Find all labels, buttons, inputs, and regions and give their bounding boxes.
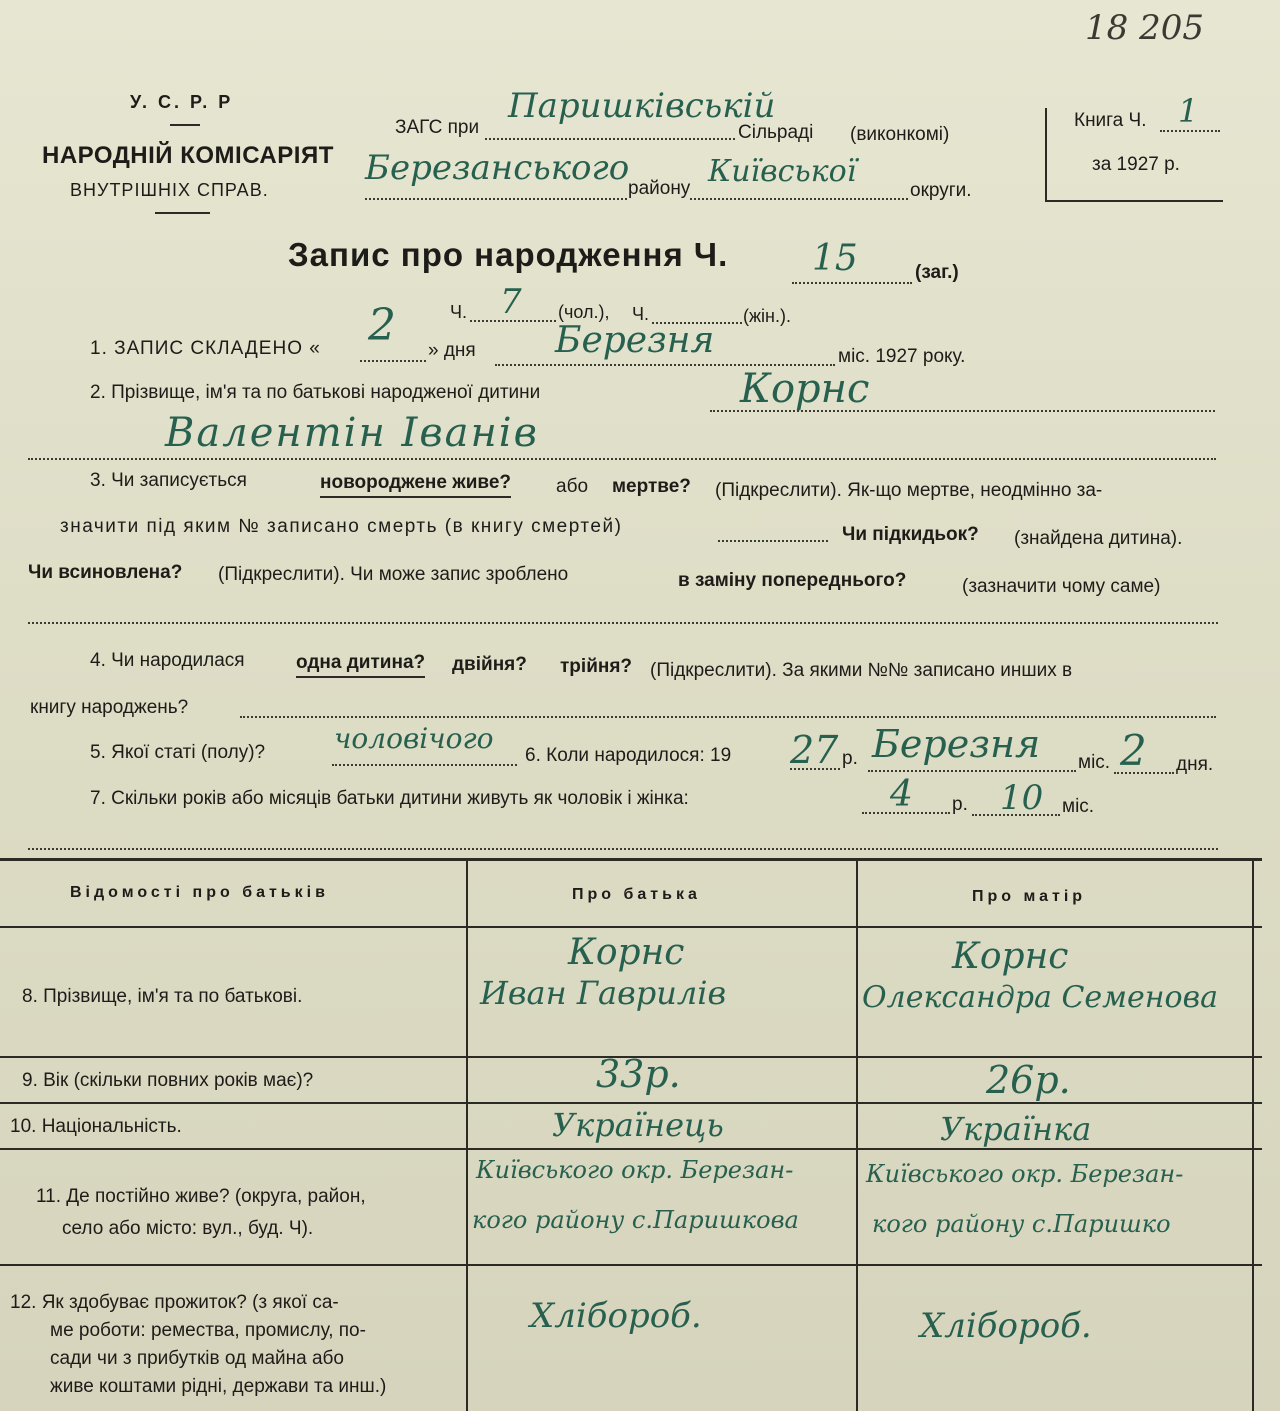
q1-day-label: » дня bbox=[428, 340, 476, 361]
male-prefix: Ч. bbox=[450, 302, 467, 322]
q3-adopted: Чи всиновлена? bbox=[28, 562, 183, 583]
q3-a: 3. Чи записується bbox=[90, 470, 247, 491]
row-12-mother: Хлібороб. bbox=[920, 1306, 1092, 1346]
q4-triplets: трійня? bbox=[560, 656, 633, 677]
q6-day-label: дня. bbox=[1176, 754, 1214, 775]
q6-day: 2 bbox=[1120, 726, 1147, 775]
q7-label: 7. Скільки років або місяців батьки дитини живуть як чоловік і жінка: bbox=[90, 788, 689, 809]
row-11-label-line2: село або місто: вул., буд. Ч). bbox=[62, 1218, 314, 1239]
q3-newborn-alive: новороджене живе? bbox=[320, 472, 511, 498]
row-8-father-line2: Иван Гаврилів bbox=[480, 974, 727, 1012]
q3-replacement: в заміну попереднього? bbox=[678, 570, 907, 591]
row-8-mother-line2: Олександра Семенова bbox=[862, 980, 1218, 1015]
commissariat-label: НАРОДНІЙ КОМІСАРІЯТ bbox=[42, 142, 334, 169]
table-header-info: Відомості про батьків bbox=[70, 884, 329, 901]
book-label: Книга Ч. bbox=[1074, 110, 1147, 131]
q4-f: книгу народжень? bbox=[30, 697, 189, 718]
council-alt-label: (виконкомі) bbox=[850, 124, 950, 145]
q3-j: (Підкреслити). Чи може запис зроблено bbox=[218, 564, 569, 585]
row-12-label-line4: живе коштами рідні, держави та инш.) bbox=[50, 1376, 387, 1397]
table-header-father: Про батька bbox=[572, 886, 701, 903]
council-label: Сільраді bbox=[738, 122, 814, 143]
row-11-label-line1: 11. Де постійно живе? (округа, район, bbox=[36, 1186, 366, 1207]
okruha-value: Київської bbox=[708, 154, 857, 189]
okruha-label: округи. bbox=[910, 180, 972, 201]
q6-label: 6. Коли народилося: 19 bbox=[525, 745, 732, 766]
row-10-mother: Українка bbox=[940, 1110, 1092, 1148]
row-9-father: 33р. bbox=[596, 1052, 681, 1096]
q1-label: 1. ЗАПИС СКЛАДЕНО « bbox=[90, 338, 321, 359]
row-10-label: 10. Національність. bbox=[10, 1116, 182, 1137]
q4-twins: двійня? bbox=[452, 654, 527, 675]
row-9-label: 9. Вік (скільки повних років має)? bbox=[22, 1070, 314, 1091]
q3-c: або bbox=[556, 476, 589, 497]
q2-label: 2. Прізвище, ім'я та по батькові народженої дитини bbox=[90, 382, 541, 403]
total-number: 15 bbox=[812, 238, 858, 279]
row-11-father-line2: кого району с.Паришкова bbox=[472, 1206, 799, 1234]
q2-name: Валентін Іванів bbox=[165, 410, 539, 456]
q4-a: 4. Чи народилася bbox=[90, 650, 245, 671]
q1-year: міс. 1927 року. bbox=[838, 346, 966, 367]
row-8-label: 8. Прізвище, ім'я та по батькові. bbox=[22, 986, 303, 1007]
book-year: за 1927 р. bbox=[1092, 154, 1180, 175]
district-value: Березанського bbox=[365, 148, 630, 188]
q3-e: (Підкреслити). Як-що мертве, неодмінно за- bbox=[715, 480, 1103, 501]
female-label: (жін.). bbox=[743, 306, 791, 326]
zags-prefix: ЗАГС при bbox=[395, 117, 480, 138]
q6-month: Березня bbox=[872, 722, 1041, 766]
archive-mark: 18 205 bbox=[1085, 8, 1204, 48]
q7-months-label: міс. bbox=[1062, 796, 1095, 817]
q5-value: чоловічого bbox=[334, 722, 494, 755]
row-12-label-line3: сади чи з прибутків од майна або bbox=[50, 1348, 344, 1369]
q6-year: 27 bbox=[790, 728, 839, 772]
table-header-mother: Про матір bbox=[972, 888, 1087, 905]
row-11-father-line1: Київського окр. Березан- bbox=[476, 1156, 794, 1184]
q3-dead: мертве? bbox=[612, 476, 691, 497]
q3-f: значити під яким № записано смерть (в книгу смертей) bbox=[60, 516, 623, 537]
q6-month-label: міс. bbox=[1078, 752, 1111, 773]
q4-single: одна дитина? bbox=[296, 652, 425, 678]
q7-years: 4 bbox=[890, 774, 913, 815]
district-label: району bbox=[628, 178, 691, 199]
q1-month: Березня bbox=[555, 320, 715, 361]
record-title: Запис про народження Ч. bbox=[288, 236, 729, 273]
row-12-label-line1: 12. Як здобуває прожиток? (з якої са- bbox=[10, 1292, 339, 1313]
q1-day: 2 bbox=[368, 300, 396, 351]
book-number: 1 bbox=[1178, 92, 1199, 130]
village-council-value: Паришківській bbox=[508, 86, 776, 126]
male-number: 7 bbox=[500, 282, 522, 322]
male-label: (чол.), bbox=[558, 302, 610, 322]
q6-year-label: р. bbox=[842, 748, 858, 769]
q5-label: 5. Якої статі (полу)? bbox=[90, 742, 266, 763]
row-11-mother-line1: Київського окр. Березан- bbox=[866, 1160, 1184, 1188]
row-8-father-line1: Корнс bbox=[568, 932, 685, 973]
row-12-father: Хлібороб. bbox=[530, 1296, 702, 1336]
q3-l: (зазначити чому саме) bbox=[962, 576, 1161, 597]
q7-months: 10 bbox=[1000, 778, 1044, 818]
department-label: ВНУТРІШНІХ СПРАВ. bbox=[70, 180, 269, 200]
row-8-mother-line1: Корнс bbox=[952, 936, 1069, 977]
total-label: (заг.) bbox=[915, 262, 959, 283]
q4-e: (Підкреслити). За якими №№ записано инших в bbox=[650, 660, 1073, 681]
row-9-mother: 26р. bbox=[986, 1058, 1071, 1102]
row-11-mother-line2: кого району с.Паришко bbox=[872, 1210, 1171, 1238]
q7-years-label: р. bbox=[952, 794, 968, 815]
female-prefix: Ч. bbox=[632, 304, 649, 324]
row-10-father: Українець bbox=[552, 1106, 724, 1144]
q3-foundling: Чи підкидьок? bbox=[842, 524, 979, 545]
republic-label: У. С. Р. Р bbox=[130, 92, 234, 112]
row-12-label-line2: ме роботи: ремества, промислу, по- bbox=[50, 1320, 366, 1341]
q2-surname: Корнс bbox=[740, 366, 870, 412]
q3-h: (знайдена дитина). bbox=[1014, 528, 1183, 549]
